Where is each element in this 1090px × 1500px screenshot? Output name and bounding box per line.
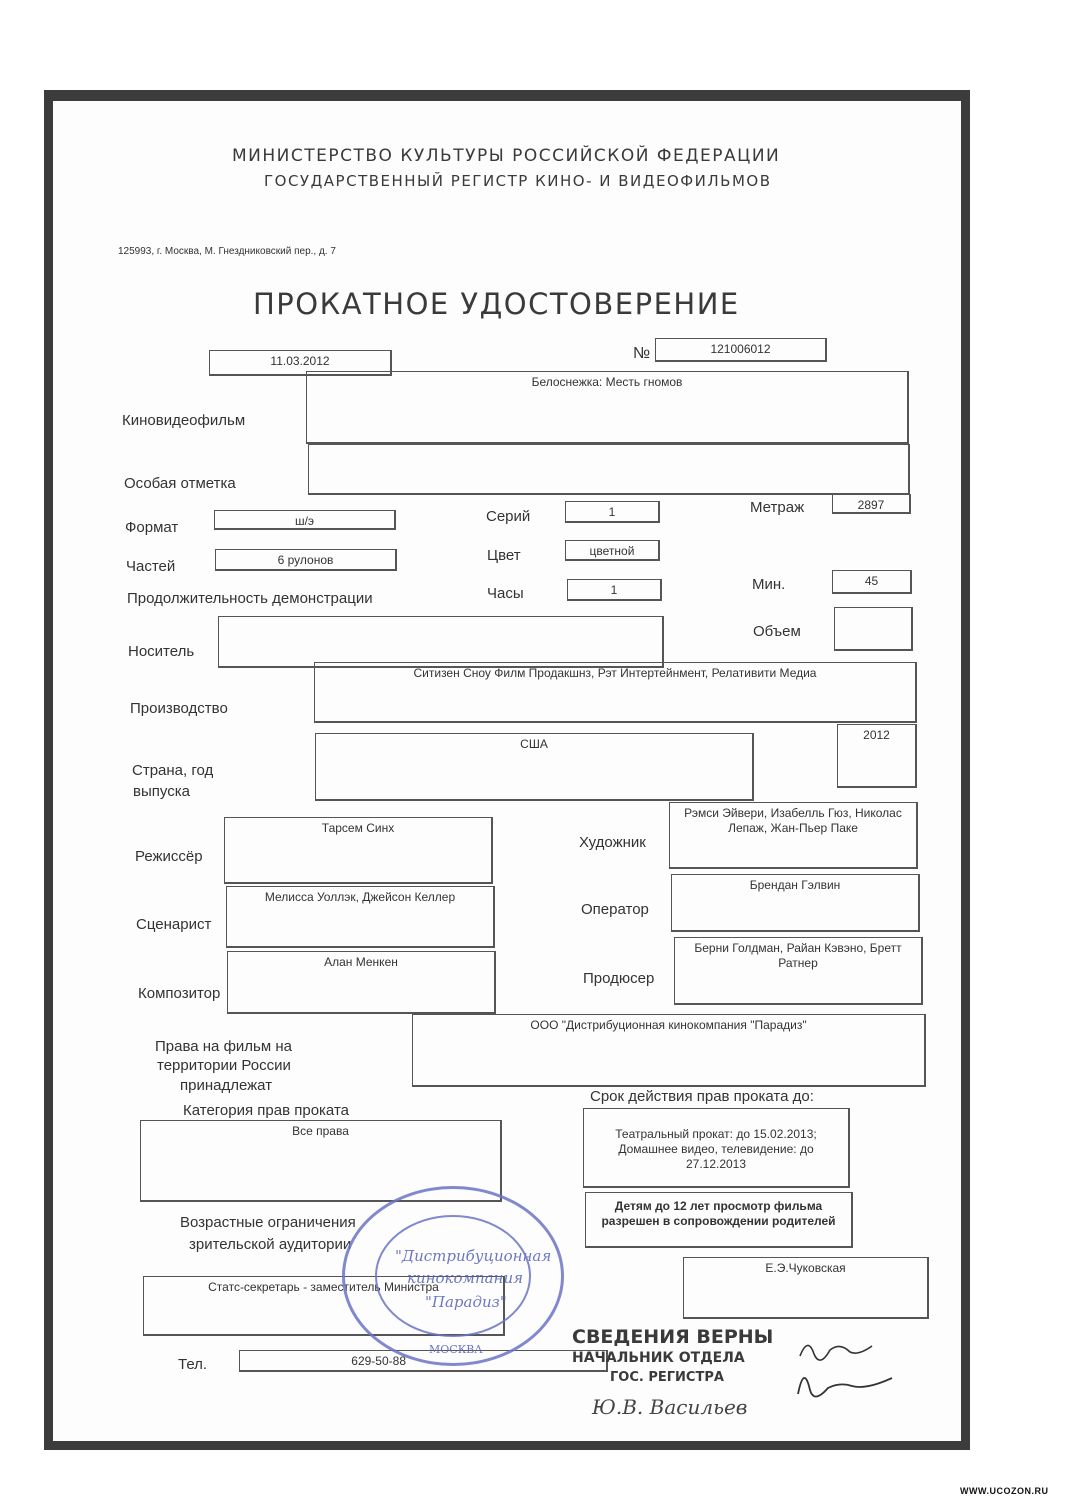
registry-heading: ГОСУДАРСТВЕННЫЙ РЕГИСТР КИНО- И ВИДЕОФИЛЬМОВ xyxy=(264,172,772,190)
tel-label: Тел. xyxy=(178,1356,208,1373)
film-label: Киновидеофильм xyxy=(122,412,246,429)
parts-field: 6 рулонов xyxy=(215,549,397,571)
special-mark-field xyxy=(308,444,910,495)
producer-line2: Ратнер xyxy=(778,956,818,970)
certified-stamp-line2: НАЧАЛЬНИК ОТДЕЛА xyxy=(572,1350,745,1366)
age-label-line2: зрительской аудитории xyxy=(189,1236,352,1253)
format-label: Формат xyxy=(125,519,179,536)
producer-label: Продюсер xyxy=(583,970,655,987)
certified-stamp-line1: СВЕДЕНИЯ ВЕРНЫ xyxy=(572,1326,774,1348)
volume-field xyxy=(834,607,913,651)
signatures-graphic xyxy=(780,1316,920,1416)
category-field: Все права xyxy=(140,1120,502,1202)
parts-label: Частей xyxy=(126,558,176,575)
film-field: Белоснежка: Месть гномов xyxy=(306,371,909,444)
date-field: 11.03.2012 xyxy=(209,350,392,376)
color-label: Цвет xyxy=(487,547,521,564)
country-label-line1: Страна, год xyxy=(132,762,214,779)
composer-label: Композитор xyxy=(138,985,221,1002)
category-label: Категория прав проката xyxy=(183,1102,349,1119)
age-line2: разрешен в сопровождении родителей xyxy=(601,1214,836,1228)
address: 125993, г. Москва, М. Гнездниковский пер., д. 7 xyxy=(118,246,336,257)
country-field: США xyxy=(315,733,754,801)
age-line1: Детям до 12 лет просмотр фильма xyxy=(614,1199,823,1213)
length-field: 2897 xyxy=(832,494,911,514)
company-seal xyxy=(342,1186,564,1366)
document-title: ПРОКАТНОЕ УДОСТОВЕРЕНИЕ xyxy=(253,287,740,321)
composer-field: Алан Менкен xyxy=(227,951,496,1014)
seal-line1: "Дистрибуционная xyxy=(395,1247,552,1265)
age-field xyxy=(585,1192,853,1248)
number-field: 121006012 xyxy=(655,338,827,362)
production-label: Производство xyxy=(130,700,228,717)
secretary-field: Статс-секретарь - заместитель Министра xyxy=(143,1276,505,1336)
watermark: WWW.UCOZON.RU xyxy=(960,1486,1049,1496)
screenwriter-label: Сценарист xyxy=(136,916,212,933)
producer-line1: Берни Голдман, Райан Кэвэно, Бретт xyxy=(694,941,902,955)
rights-label-line2: территории России xyxy=(157,1057,291,1074)
volume-label: Объем xyxy=(753,623,801,640)
minutes-label: Мин. xyxy=(752,576,786,593)
signer-field: Е.Э.Чуковская xyxy=(683,1257,929,1319)
age-label-line1: Возрастные ограничения xyxy=(180,1214,356,1231)
year-field: 2012 xyxy=(837,724,917,788)
director-field: Тарсем Синх xyxy=(224,817,493,884)
seal-line2: кинокомпания xyxy=(407,1269,524,1287)
artist-line1: Рэмси Эйвери, Изабелль Гюз, Николас xyxy=(684,806,902,820)
tel-field: 629-50-88 xyxy=(239,1350,608,1372)
hours-field: 1 xyxy=(567,579,662,601)
production-field: Ситизен Сноу Филм Продакшнз, Рэт Интертейнмент, Релативити Медиа xyxy=(314,662,917,723)
validity-line3: 27.12.2013 xyxy=(685,1157,747,1171)
screenwriter-field: Мелисса Уоллэк, Джейсон Келлер xyxy=(226,886,495,948)
hours-label: Часы xyxy=(487,585,524,602)
director-label: Режиссёр xyxy=(135,848,203,865)
seal-line3: "Парадиз" xyxy=(425,1293,507,1311)
special-mark-label: Особая отметка xyxy=(124,475,236,492)
artist-field xyxy=(669,802,918,869)
minutes-field: 45 xyxy=(832,570,912,594)
producer-field xyxy=(674,937,923,1005)
format-field: ш/э xyxy=(214,510,396,530)
number-label: № xyxy=(633,345,651,362)
validity-line1: Театральный прокат: до 15.02.2013; xyxy=(615,1127,817,1141)
seal-city: МОСКВА xyxy=(429,1343,483,1356)
country-label-line2: выпуска xyxy=(133,783,190,800)
artist-label: Художник xyxy=(579,834,646,851)
rights-label-line1: Права на фильм на xyxy=(155,1038,292,1055)
artist-line2: Лепаж, Жан-Пьер Паке xyxy=(728,821,858,835)
validity-field xyxy=(583,1108,850,1188)
rights-field: ООО "Дистрибуционная кинокомпания "Парадиз" xyxy=(412,1014,926,1087)
duration-label: Продолжительность демонстрации xyxy=(127,590,373,607)
rights-label-line3: принадлежат xyxy=(180,1077,273,1094)
validity-label: Срок действия прав проката до: xyxy=(590,1088,814,1105)
color-field: цветной xyxy=(565,540,660,561)
series-label: Серий xyxy=(486,508,531,525)
medium-label: Носитель xyxy=(128,643,195,660)
series-field: 1 xyxy=(565,501,660,523)
length-label: Метраж xyxy=(750,499,805,516)
certified-stamp-line3: ГОС. РЕГИСТРА xyxy=(610,1370,724,1385)
certifier-signature: Ю.В. Васильев xyxy=(592,1395,748,1419)
operator-field: Брендан Гэлвин xyxy=(671,874,920,932)
medium-field xyxy=(218,616,664,668)
ministry-heading: МИНИСТЕРСТВО КУЛЬТУРЫ РОССИЙСКОЙ ФЕДЕРАЦИИ xyxy=(232,146,781,166)
operator-label: Оператор xyxy=(581,901,649,918)
validity-line2: Домашнее видео, телевидение: до xyxy=(618,1142,814,1156)
